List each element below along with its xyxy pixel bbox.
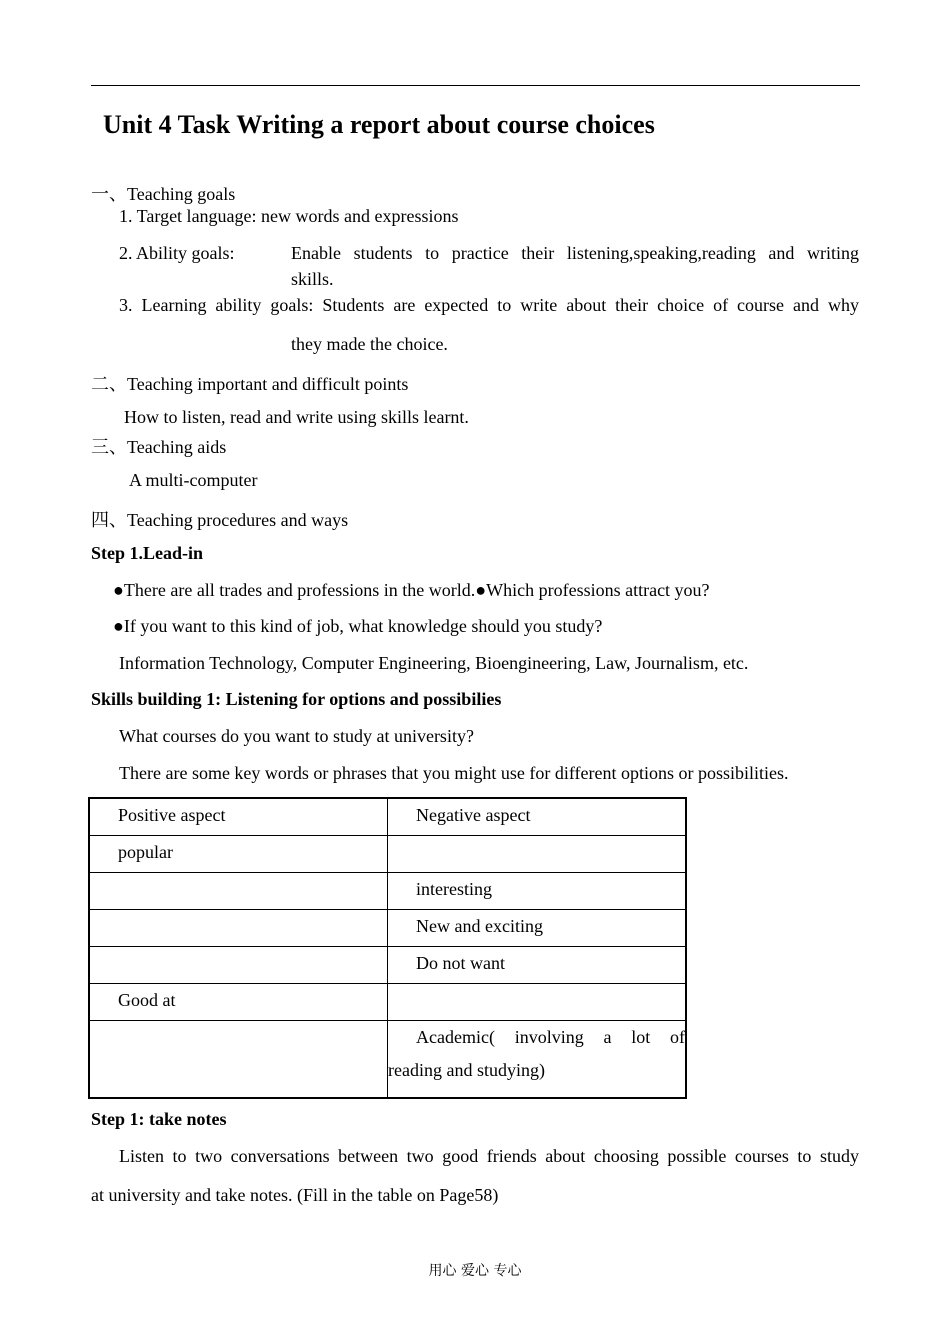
table-cell-academic xyxy=(388,1020,687,1098)
header-rule xyxy=(91,85,860,86)
section-important-points-heading: 二、Teaching important and difficult points xyxy=(91,374,409,394)
learning-ability-goals: 3. Learning ability goals: Students are expected to write about their choice of course and why xyxy=(119,295,859,315)
take-notes-line-1: Listen to two conversations between two good friends about choosing possible courses to study xyxy=(119,1146,859,1166)
important-points-text: How to listen, read and write using skills learnt. xyxy=(124,407,469,427)
subject-list: Information Technology, Computer Engineering, Bioengineering, Law, Journalism, etc. xyxy=(119,653,749,673)
aspects-table xyxy=(88,797,687,1099)
section-teaching-goals-heading: 一、Teaching goals xyxy=(91,184,236,204)
section-teaching-aids-heading: 三、Teaching aids xyxy=(91,437,227,457)
table-cell xyxy=(89,946,388,983)
take-notes-line-2: at university and take notes. (Fill in the table on Page58) xyxy=(91,1185,499,1205)
academic-line-1: Academic( involving a lot of xyxy=(416,1026,685,1047)
table-cell: Do not want xyxy=(388,946,687,983)
table-cell xyxy=(89,1020,388,1098)
section-procedures-heading: 四、Teaching procedures and ways xyxy=(91,510,349,530)
table-cell: New and exciting xyxy=(388,909,687,946)
table-header-row xyxy=(89,798,686,835)
academic-line-2: reading and studying) xyxy=(388,1059,545,1080)
skills-intro: There are some key words or phrases that you might use for different options or possibilities. xyxy=(119,763,789,783)
table-header-cell: Negative aspect xyxy=(388,798,687,835)
table-cell xyxy=(388,835,687,872)
lead-in-bullet-2: ●If you want to this kind of job, what knowledge should you study? xyxy=(113,616,603,636)
step1-lead-in-heading: Step 1.Lead-in xyxy=(91,543,204,563)
table-row xyxy=(89,946,686,983)
table-cell xyxy=(89,872,388,909)
table-cell: Good at xyxy=(89,983,388,1020)
table-row xyxy=(89,1020,686,1098)
table-row xyxy=(89,909,686,946)
table-cell xyxy=(89,909,388,946)
lead-in-bullet-1: ●There are all trades and professions in the world.●Which professions attract you? xyxy=(113,580,710,600)
table-cell: popular xyxy=(89,835,388,872)
page-title: Unit 4 Task Writing a report about course choices xyxy=(103,110,655,139)
ability-goals-label: 2. Ability goals: xyxy=(119,243,235,263)
table-cell: interesting xyxy=(388,872,687,909)
table-row xyxy=(89,983,686,1020)
table-row xyxy=(89,835,686,872)
skills-question: What courses do you want to study at university? xyxy=(119,726,474,746)
skills-building-heading: Skills building 1: Listening for options and possibilies xyxy=(91,689,502,709)
page-footer: 用心 爱心 专心 xyxy=(428,1263,522,1279)
table-row xyxy=(89,872,686,909)
ability-goals-text-cont: skills. xyxy=(291,269,334,289)
table-header-cell: Positive aspect xyxy=(89,798,388,835)
take-notes-heading: Step 1: take notes xyxy=(91,1109,227,1129)
teaching-aids-text: A multi-computer xyxy=(129,470,258,490)
learning-ability-goals-cont: they made the choice. xyxy=(291,334,448,354)
ability-goals-text: Enable students to practice their listening,speaking,reading and writing xyxy=(291,243,859,263)
table-cell xyxy=(388,983,687,1020)
target-language-item: 1. Target language: new words and expressions xyxy=(119,206,459,226)
